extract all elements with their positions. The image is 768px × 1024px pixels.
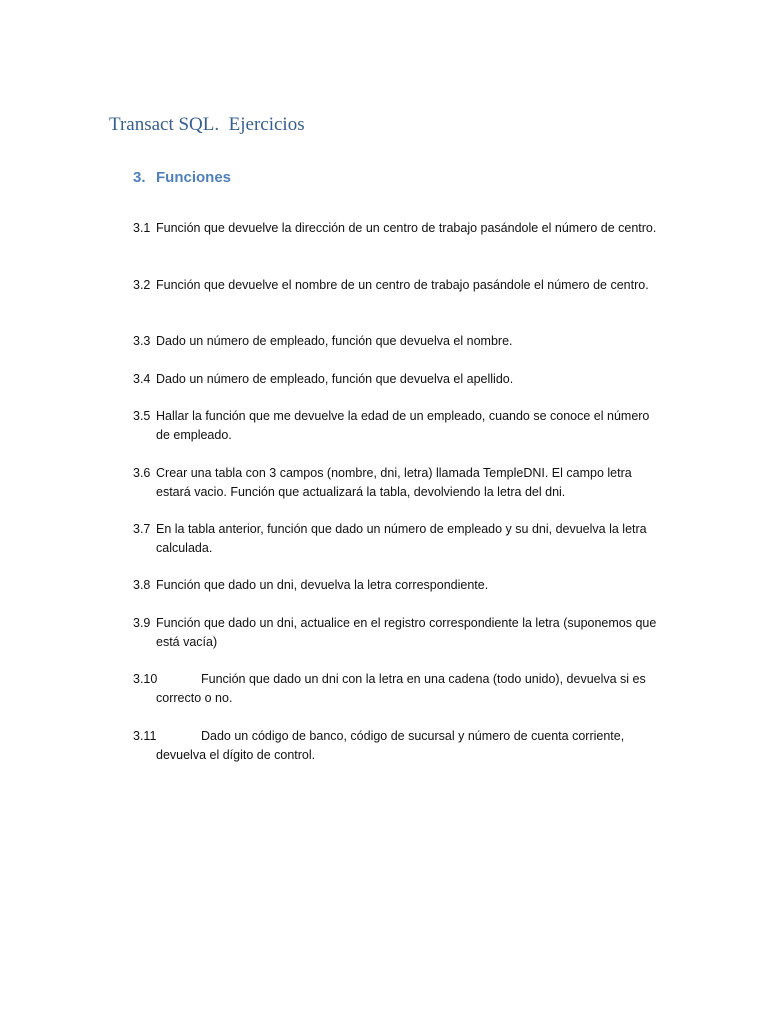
- exercise-text: Crear una tabla con 3 campos (nombre, dni, letra) llamada TempleDNI. El campo letra estará vacio. Función que actualizará la tabla, devolviendo la letra del dni.: [156, 466, 632, 499]
- exercise-text: Dado un número de empleado, función que devuelva el apellido.: [156, 372, 514, 386]
- exercise-text: Función que devuelve el nombre de un centro de trabajo pasándole el número de centro.: [156, 278, 649, 292]
- exercise-text: Función que devuelve la dirección de un centro de trabajo pasándole el número de centro.: [156, 221, 657, 235]
- exercise-item: [133, 464, 663, 502]
- exercise-text: Dado un número de empleado, función que devuelva el nombre.: [156, 334, 513, 348]
- section-heading: [133, 169, 231, 186]
- exercise-text: Hallar la función que me devuelve la edad de un empleado, cuando se conoce el número de empleado.: [156, 409, 650, 442]
- exercise-number: 3.9: [133, 616, 151, 630]
- exercise-text: En la tabla anterior, función que dado un número de empleado y su dni, devuelva la letra calculada.: [156, 522, 647, 555]
- exercise-text: Dado un código de banco, código de sucursal y número de cuenta corriente, devuelva el dígito de control.: [156, 729, 625, 762]
- exercise-text: Función que dado un dni con la letra en una cadena (todo unido), devuelva si es correcto o no.: [156, 672, 646, 705]
- exercise-number: 3.4: [133, 372, 151, 386]
- document-title: Transact SQL. Ejercicios: [109, 114, 305, 135]
- exercise-item: [133, 332, 663, 351]
- exercise-number: 3.11: [133, 729, 157, 743]
- exercise-number: 3.3: [133, 334, 151, 348]
- exercise-number: 3.1: [133, 221, 151, 235]
- exercise-item: [133, 614, 663, 652]
- section-title: Funciones: [156, 169, 232, 186]
- exercise-item: [133, 670, 663, 708]
- exercise-item: [133, 520, 663, 558]
- exercise-number: 3.6: [133, 466, 151, 480]
- exercise-item: [133, 407, 663, 445]
- exercise-item: [133, 276, 663, 295]
- exercise-item: [133, 370, 663, 389]
- exercise-item: [133, 576, 663, 595]
- exercise-number: 3.8: [133, 578, 151, 592]
- section-number: 3.: [133, 169, 146, 186]
- exercise-item: [133, 727, 663, 765]
- exercise-number: 3.7: [133, 522, 151, 536]
- exercise-item: [133, 219, 663, 238]
- exercise-number: 3.5: [133, 409, 151, 423]
- exercise-number: 3.10: [133, 672, 158, 686]
- exercise-text: Función que dado un dni, actualice en el registro correspondiente la letra (suponemos que está vacía): [156, 616, 657, 649]
- exercise-number: 3.2: [133, 278, 151, 292]
- exercise-text: Función que dado un dni, devuelva la letra correspondiente.: [156, 578, 489, 592]
